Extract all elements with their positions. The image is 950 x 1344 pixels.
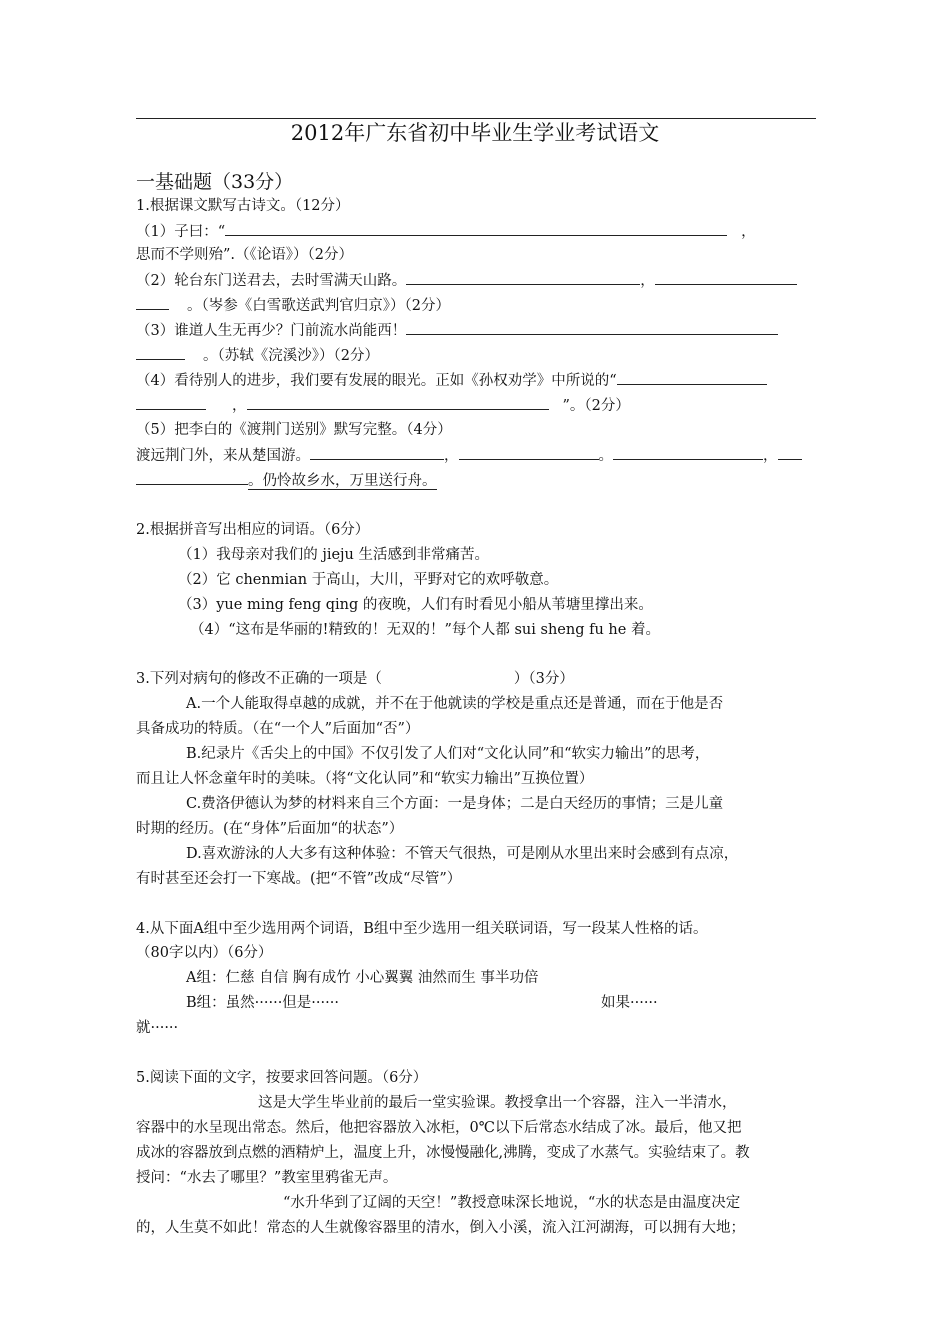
- q5-passage-line-6: 的，人生莫不如此！常态的人生就像容器里的清水，倒入小溪，流入江河湖海，可以拥有大地；: [136, 1220, 745, 1236]
- q4-group-b-2: 如果······: [601, 995, 658, 1011]
- section-heading: 一基础题（33分）: [136, 171, 294, 193]
- q3-option-d-2: 有时甚至还会打一下寒战。(把“不管”改成“尽管”）: [136, 871, 462, 887]
- q5-passage-line-1: 这是大学生毕业前的最后一堂实验课。教授拿出一个容器，注入一半清水，: [258, 1095, 737, 1111]
- q1-item-5-period: 。: [598, 448, 613, 464]
- q1-item-1-comma: ，: [741, 224, 756, 240]
- answer-blank[interactable]: [136, 296, 169, 310]
- q3-option-b-1: B.纪录片《舌尖上的中国》不仅引发了人们对“文化认同”和“软实力输出”的思考，: [186, 746, 710, 762]
- q5-heading: 5.阅读下面的文字，按要求回答问题。（6分）: [136, 1070, 428, 1086]
- q1-item-2-comma: ，: [640, 273, 655, 289]
- q4-heading-2: （80字以内）（6分）: [136, 945, 273, 961]
- answer-blank[interactable]: [617, 371, 767, 385]
- q1-item-4-cont: [136, 396, 630, 415]
- answer-blank[interactable]: [310, 446, 444, 460]
- q2-item-4: （4）“这布是华丽的!精致的！无双的！”每个人都 sui sheng fu he 着。: [190, 622, 660, 638]
- answer-blank[interactable]: [459, 446, 599, 460]
- q1-item-1-cont: 思而不学则殆”.（《论语》）（2分）: [136, 247, 353, 263]
- q4-group-a: A组：仁慈 自信 胸有成竹 小心翼翼 油然而生 事半功倍: [186, 970, 539, 986]
- q1-item-2: [136, 271, 797, 290]
- q5-passage-line-4: 授问：“水去了哪里？”教室里鸦雀无声。: [136, 1170, 398, 1186]
- q1-item-5-comma-2: ，: [763, 448, 778, 464]
- q3-option-a-1: A.一个人能取得卓越的成就，并不在于他就读的学校是重点还是普通，而在于他是否: [186, 696, 724, 712]
- q1-item-1-prompt: （1）子曰：“: [136, 224, 226, 240]
- answer-blank[interactable]: [406, 321, 778, 335]
- q1-item-3-cont: [136, 346, 379, 365]
- q5-passage-line-3: 成冰的容器放到点燃的酒精炉上，温度上升，冰慢慢融化,沸腾，变成了水蒸气。实验结束了。教: [136, 1145, 750, 1161]
- q2-heading: 2.根据拼音写出相应的词语。（6分）: [136, 522, 370, 538]
- answer-blank[interactable]: [136, 471, 248, 485]
- q1-item-5-comma: ，: [444, 448, 459, 464]
- q1-item-4-comma: ，: [232, 398, 247, 414]
- answer-blank[interactable]: [406, 271, 640, 285]
- q4-group-b-1: B组：虽然······但是······: [186, 995, 339, 1011]
- q1-item-3-prompt: （3）谁道人生无再少？门前流水尚能西！: [136, 323, 407, 339]
- q1-item-5-given: 渡远荆门外，来从楚国游。: [136, 448, 310, 464]
- q4-heading-1: 4.从下面A组中至少选用两个词语，B组中至少选用一组关联词语，写一段某人性格的话。: [136, 921, 708, 937]
- top-rule: [136, 118, 816, 119]
- q3-option-a-2: 具备成功的特质。（在“一个人”后面加“否”）: [136, 721, 420, 737]
- q3-heading-b: ）（3分）: [513, 671, 574, 687]
- q1-item-5-line-1: [136, 446, 802, 465]
- answer-blank[interactable]: [247, 396, 549, 410]
- q1-item-2-cont: [136, 296, 450, 315]
- q4-group-b-3: 就······: [136, 1020, 179, 1036]
- q3-heading: [136, 670, 574, 688]
- answer-blank[interactable]: [136, 346, 185, 360]
- q2-item-2: （2）它 chenmian 于高山，大川，平野对它的欢呼敬意。: [178, 572, 559, 588]
- q2-item-1: （1）我母亲对我们的 jieju 生活感到非常痛苦。: [178, 547, 489, 563]
- q3-option-b-2: 而且让人怀念童年时的美味。（将“文化认同”和“软实力输出”互换位置）: [136, 771, 594, 787]
- q1-item-5: （5）把李白的《渡荆门送别》默写完整。（4分）: [136, 422, 452, 438]
- page-title: 2012年广东省初中毕业生学业考试语文: [290, 121, 660, 145]
- q1-item-2-source: 。（岑参《白雪歌送武判官归京》）（2分）: [187, 298, 450, 314]
- answer-blank[interactable]: [225, 222, 727, 236]
- q3-heading-a: 3.下列对病句的修改不正确的一项是（: [136, 671, 382, 687]
- q5-passage-line-2: 容器中的水呈现出常态。然后，他把容器放入冰柜，0℃以下后常态水结成了冰。最后，他又把: [136, 1120, 742, 1136]
- q1-item-5-line-2: [136, 471, 437, 490]
- q1-item-2-prompt: （2）轮台东门送君去，去时雪满天山路。: [136, 273, 407, 289]
- answer-blank[interactable]: [613, 446, 763, 460]
- q1-heading: 1.根据课文默写古诗文。（12分）: [136, 198, 350, 214]
- q1-item-4: [136, 371, 767, 390]
- q5-passage-line-5: “水升华到了辽阔的天空！”教授意味深长地说，“水的状态是由温度决定: [283, 1195, 741, 1211]
- q3-option-d-1: D.喜欢游泳的人大多有这种体验：不管天气很热，可是刚从水里出来时会感到有点凉，: [186, 846, 739, 862]
- q1-item-3: [136, 321, 778, 340]
- q1-item-1: [136, 222, 756, 241]
- answer-blank[interactable]: [136, 396, 206, 410]
- q3-option-c-2: 时期的经历。(在“身体”后面加“的状态”）: [136, 821, 404, 837]
- q1-item-3-source: 。（苏轼《浣溪沙》）（2分）: [203, 348, 379, 364]
- answer-blank[interactable]: [778, 446, 802, 460]
- q3-option-c-1: C.费洛伊德认为梦的材料来自三个方面：一是身体；二是白天经历的事情；三是儿童: [186, 796, 724, 812]
- q1-item-4-prompt: （4）看待别人的进步，我们要有发展的眼光。正如《孙权劝学》中所说的“: [136, 373, 617, 389]
- q1-item-4-end: ”。（2分）: [562, 398, 630, 414]
- q1-item-5-end: 。仍怜故乡水，万里送行舟。: [248, 473, 437, 489]
- q2-item-3: （3）yue ming feng qing 的夜晚，人们有时看见小船从苇塘里撑出来。: [178, 597, 653, 613]
- answer-blank[interactable]: [655, 271, 797, 285]
